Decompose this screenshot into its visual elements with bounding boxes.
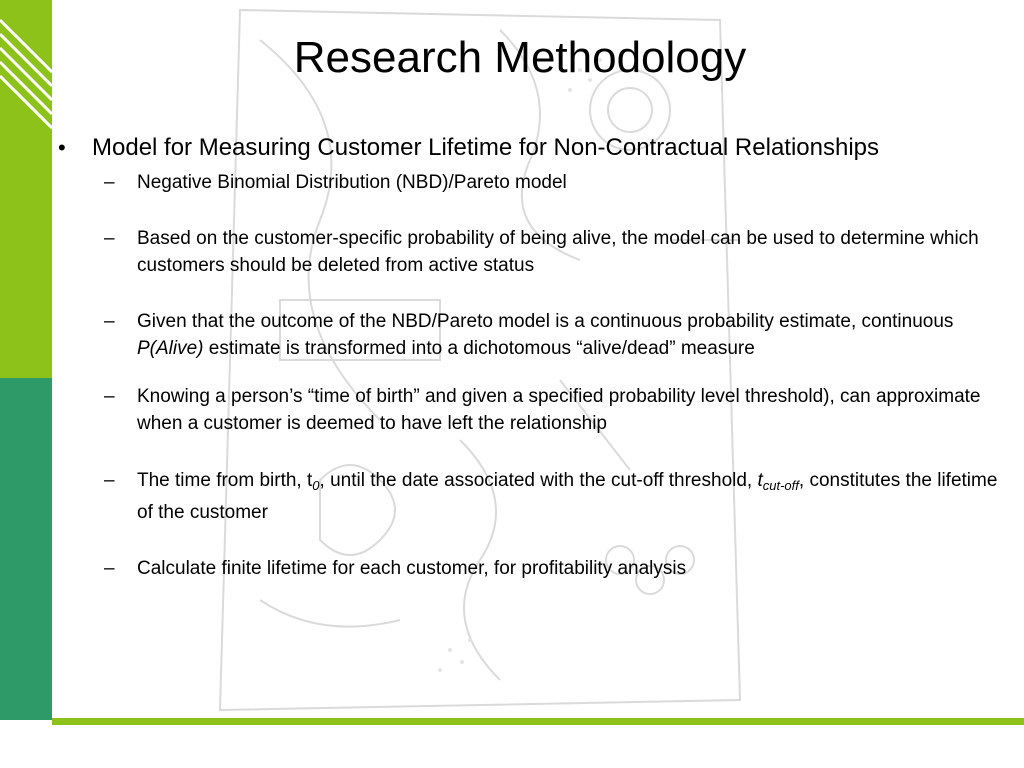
slide-title: Research Methodology xyxy=(293,33,747,82)
left-accent-bar-dark xyxy=(0,378,52,720)
dash-marker: – xyxy=(104,558,115,579)
main-bullet-text: Model for Measuring Customer Lifetime for Non-Contractual Relationships xyxy=(92,134,880,161)
dash-marker: – xyxy=(104,228,115,249)
t-italic: t xyxy=(757,470,763,491)
sub-item-text: Knowing a person’s “time of birth” and given a specified probability level threshold), can approximate when a customer is deemed to have left the relationship xyxy=(137,386,981,434)
sub-item-text: Based on the customer-specific probability of being alive, the model can be used to determine which customers should be deleted from active status xyxy=(137,228,979,276)
sub-item xyxy=(58,308,1008,362)
slide-content xyxy=(58,131,1008,582)
sub-item xyxy=(58,225,1008,279)
dash-marker: – xyxy=(104,386,115,407)
dash-marker: – xyxy=(104,311,115,332)
sub-item xyxy=(58,383,1008,437)
sub-item xyxy=(58,555,1008,582)
sub-item-text-before: Given that the outcome of the NBD/Pareto model is a continuous probability estimate, continuous xyxy=(137,311,954,332)
dash-marker: – xyxy=(104,470,115,491)
sub-item-text-after: , constitutes the lifetime of the customer xyxy=(137,470,998,523)
sub-item-text-after: estimate is transformed into a dichotomous “alive/dead” measure xyxy=(203,338,755,359)
sub-item-text: Calculate finite lifetime for each customer, for profitability analysis xyxy=(137,558,687,579)
t0-subscript: 0 xyxy=(312,478,320,493)
sub-item-text-mid: , until the date associated with the cut-off threshold, xyxy=(319,470,758,491)
p-alive-italic: P(Alive) xyxy=(137,338,204,359)
sub-item xyxy=(58,467,1008,526)
bullet-marker: • xyxy=(58,135,66,160)
cut-off-subscript: cut-off xyxy=(762,478,799,493)
dash-marker: – xyxy=(104,172,115,193)
sub-item-text-before: The time from birth, t xyxy=(137,470,313,491)
sub-item-text: Negative Binomial Distribution (NBD)/Pareto model xyxy=(137,172,567,193)
sub-item xyxy=(58,169,1008,196)
main-bullet xyxy=(58,131,1008,165)
